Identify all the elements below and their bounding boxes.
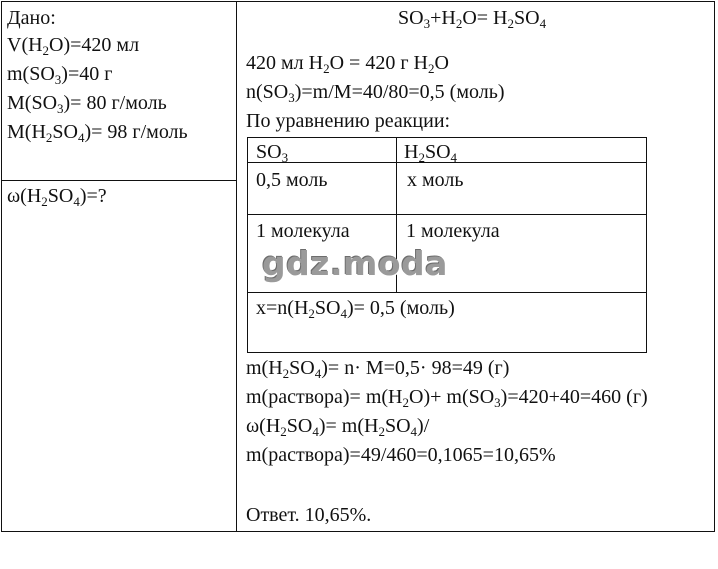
solution-line-mass-solution: m(раствора)= $m(H_2O)+ m(SO_3)=420+40=460$ (г) xyxy=(246,386,648,410)
ratio-table-header-h2so4: $H_2SO_4$ xyxy=(404,141,458,165)
given-line-volume: $V(H_2O)=420$ мл xyxy=(7,34,140,58)
solution-line-by-equation: По уравнению реакции: xyxy=(246,110,451,132)
solution-line-fraction-value: m(раствора)=49/460=0,1065=10,65% xyxy=(246,444,556,466)
given-line-molar-so3: $M(SO_3)= 80$ г/моль xyxy=(7,92,167,116)
ratio-table-cell: 1 молекула xyxy=(406,220,500,242)
column-divider xyxy=(236,1,237,532)
ratio-table-header-so3: $SO_3$ xyxy=(256,141,289,165)
watermark-logo: gdz.moda xyxy=(262,244,448,283)
given-line-mass-so3: $m(SO_3)=40$ г xyxy=(7,63,113,87)
ratio-table-cell: 0,5 моль xyxy=(256,169,328,191)
find-line: $\omega(H_2SO_4)=$? xyxy=(7,185,107,209)
ratio-table-cell: x моль xyxy=(407,169,464,191)
ratio-table-rule xyxy=(247,214,647,215)
solution-line-moles-so3: $n(SO_3)=m/M=40/80=0,5$ (моль) xyxy=(246,81,505,105)
given-find-divider xyxy=(1,180,237,181)
solution-line-fraction: $\omega(H_2SO_4)= m(H_2SO_4)/$ xyxy=(246,415,430,439)
given-heading: Дано: xyxy=(7,7,56,29)
solution-line-mass-h2so4: $m(H_2SO_4)= n\cdot M=0,5\cdot 98=49$ (г) xyxy=(246,357,510,381)
ratio-table-cell: 1 молекула xyxy=(256,220,350,242)
ratio-table-rule xyxy=(247,292,647,293)
page-margin xyxy=(0,532,718,569)
ratio-table-result: $x=n(H_2SO_4)= 0,5$ (моль) xyxy=(256,297,455,321)
reaction-equation: $SO_3+H_2O= H_2SO_4$ xyxy=(398,7,547,31)
given-line-molar-h2so4: $M(H_2SO_4)= 98$ г/моль xyxy=(7,121,188,145)
answer-line: Ответ. 10,65%. xyxy=(246,504,372,526)
solution-line-water: 420 мл $H_2O = 420$ г $H_2O$ xyxy=(246,52,449,76)
